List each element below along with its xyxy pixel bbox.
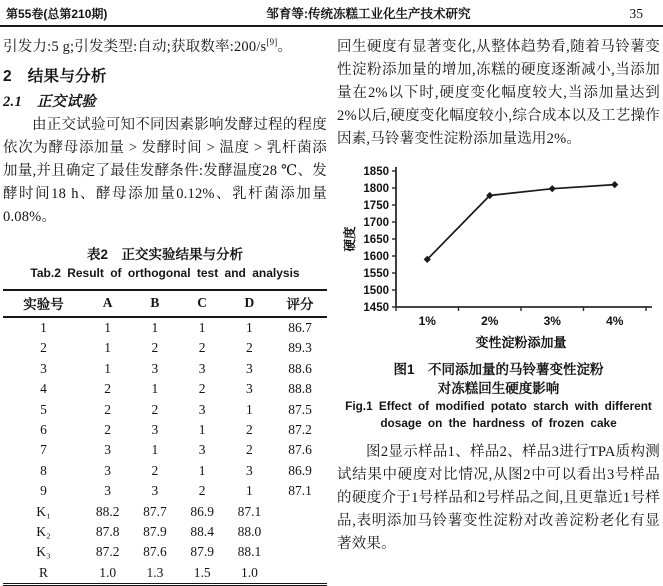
page-number: 35 — [629, 6, 643, 21]
table-cell: 9 — [40, 483, 47, 499]
y-tick-label: 1800 — [362, 183, 389, 195]
table-cell: 2 — [104, 422, 111, 438]
table-cell: 1 — [246, 320, 253, 335]
table-cell: 2 — [246, 340, 253, 356]
reference-superscript: [9] — [266, 37, 278, 48]
intro-tail: 。 — [277, 39, 293, 55]
table-cell: 1.3 — [146, 564, 164, 580]
y-tick-label: 1600 — [362, 251, 389, 263]
table-cell: 7 — [40, 442, 47, 458]
results-table — [3, 289, 327, 586]
table-cell — [273, 563, 327, 585]
results-table-head — [3, 290, 327, 317]
data-point-marker — [548, 185, 555, 192]
column-right — [337, 36, 660, 556]
table-row — [3, 481, 327, 501]
table-row — [3, 440, 327, 460]
table-cell: 2 — [151, 401, 159, 417]
table-cell: 87.5 — [288, 401, 312, 417]
table-cell: 5 — [40, 401, 47, 417]
table-cell: 1 — [198, 422, 206, 438]
table-cell: 3 — [246, 381, 253, 397]
table-cell: 87.9 — [190, 544, 214, 560]
x-tick-label: 4% — [605, 314, 623, 328]
hardness-line-chart — [338, 161, 660, 355]
table-header-row — [3, 290, 327, 317]
y-axis-title: 硬度 — [342, 226, 357, 252]
table-row — [3, 400, 327, 420]
table-cell: 3 — [198, 401, 206, 417]
table-cell: 2 — [198, 381, 206, 397]
table-cell: 2 — [198, 483, 206, 499]
y-tick-label: 1650 — [362, 234, 389, 246]
series-line — [427, 185, 615, 260]
table-cell: 87.6 — [288, 442, 312, 458]
table-cell: 3 — [40, 360, 47, 376]
y-tick-label: 1700 — [362, 217, 389, 229]
table-header-cell: 评分 — [273, 290, 327, 317]
table-cell: K₁ — [36, 503, 51, 519]
table-header-cell: 实验号 — [3, 290, 84, 317]
table-cell: 1 — [246, 483, 253, 499]
y-tick-label: 1500 — [362, 285, 389, 297]
table-cell: K₃ — [36, 544, 51, 560]
table-cell: 1 — [40, 320, 47, 335]
journal-volume-info: 第55卷(总第210期) — [6, 7, 108, 21]
figure-caption-en-line2: dosage on the hardness of frozen cake — [380, 416, 617, 430]
table-cell: 89.3 — [288, 340, 312, 356]
data-point-marker — [611, 181, 618, 188]
x-tick-label: 2% — [480, 314, 498, 328]
table-header-cell: C — [179, 290, 226, 317]
results-table-body — [3, 317, 327, 585]
table-row — [3, 522, 327, 542]
table-cell: 86.7 — [288, 320, 312, 335]
x-tick-label: 3% — [543, 314, 561, 328]
table-cell: 88.2 — [95, 503, 120, 519]
table-cell: 2 — [104, 381, 111, 397]
table-cell: 88.8 — [288, 381, 312, 397]
page-header — [0, 0, 663, 27]
table-row — [3, 542, 327, 562]
table-cell: 2 — [198, 340, 206, 356]
table-cell: 87.8 — [95, 524, 120, 540]
table-cell: 1 — [104, 360, 111, 376]
table-cell — [273, 502, 327, 522]
table-header-cell: B — [131, 290, 178, 317]
table-cell: 3 — [198, 442, 206, 458]
table-cell: 2 — [151, 462, 159, 478]
y-tick-label: 1850 — [362, 166, 389, 178]
figure-caption-zh-line2: 对冻糕回生硬度影响 — [437, 381, 560, 396]
table-cell: 1 — [246, 401, 253, 417]
table-row — [3, 379, 327, 399]
table-cell: 3 — [151, 422, 159, 438]
table-row — [3, 502, 327, 522]
table-cell: 88.1 — [237, 544, 262, 560]
column-left — [3, 36, 327, 586]
hardness-discussion-paragraph: 回生硬度有显著变化,从整体趋势看,随着马铃薯变性淀粉添加量的增加,冻糕的硬度逐渐减小,当添加量在2%以下时,硬度变化幅度较大,当添加量达到2%以后,硬度变化幅度较小,综合成本以及工艺操作因素,马铃薯变性淀粉添加量选用2%。 — [337, 39, 660, 147]
table-cell: R — [38, 564, 48, 580]
table-cell: 2 — [246, 422, 253, 438]
table-cell: 1.5 — [193, 564, 211, 580]
intro-text: 引发力:5 g;引发类型:自动;获取数率:200/s — [3, 39, 267, 55]
running-title: 邹育等:传统冻糕工业化生产技术研究 — [266, 7, 471, 21]
table-caption-en: Tab.2 Result of orthogonal test and analysis — [30, 266, 300, 280]
table-cell: 87.2 — [95, 544, 120, 560]
table-cell: K₂ — [36, 524, 51, 540]
table-cell: 88.6 — [288, 360, 312, 376]
table-cell — [273, 542, 327, 562]
table-cell: 2 — [104, 401, 111, 417]
table-cell: 1 — [198, 462, 206, 478]
table-cell: 1.0 — [99, 564, 117, 580]
table-row — [3, 420, 327, 440]
table-row — [3, 563, 327, 585]
x-axis-title: 变性淀粉添加量 — [474, 335, 567, 350]
table-cell: 1 — [151, 381, 159, 397]
table-cell: 2 — [40, 340, 47, 356]
table-cell: 3 — [151, 360, 159, 376]
figure-caption-zh-line1: 图1 不同添加量的马铃薯变性淀粉 — [393, 362, 604, 377]
intro-line — [3, 36, 327, 58]
table-cell — [273, 522, 327, 542]
table-cell: 87.9 — [143, 524, 167, 540]
table-caption-zh: 表2 正交实验结果与分析 — [86, 247, 243, 262]
table-cell: 3 — [151, 483, 159, 499]
table-cell: 8 — [40, 462, 47, 478]
section-heading: 2 结果与分析 — [3, 68, 107, 85]
table-cell: 3 — [198, 360, 206, 376]
table-cell: 4 — [40, 381, 47, 397]
table-cell: 87.1 — [288, 483, 312, 499]
figure-1 — [337, 161, 660, 432]
table-cell: 88.0 — [237, 524, 262, 540]
table-cell: 3 — [104, 442, 111, 458]
tpa-result-paragraph: 图2显示样品1、样品2、样品3进行TPA质构测试结果中硬度对比情况,从图2中可以看出3号样品的硬度介于1号样品和2号样品之间,且更靠近1号样品,表明添加马铃薯变性淀粉对改善淀粉老化有显著效果。 — [337, 444, 660, 552]
table-row — [3, 338, 327, 358]
table-cell: 1 — [151, 442, 159, 458]
table-cell: 3 — [246, 462, 253, 478]
table-row — [3, 359, 327, 379]
table-cell: 1 — [104, 320, 111, 335]
table-header-cell: D — [226, 290, 273, 317]
table-cell: 1 — [104, 340, 111, 356]
table-cell: 3 — [246, 360, 253, 376]
table-cell: 2 — [246, 442, 253, 458]
table-cell: 6 — [40, 422, 47, 438]
table-cell: 86.9 — [190, 503, 214, 519]
table-cell: 1 — [198, 320, 206, 335]
y-tick-label: 1550 — [362, 268, 389, 280]
table-cell: 3 — [104, 483, 111, 499]
table-header-cell: A — [84, 290, 131, 317]
figure-caption-en-line1: Fig.1 Effect of modified potato starch with different — [345, 399, 652, 413]
table-cell: 87.1 — [237, 503, 262, 519]
table-cell: 87.7 — [143, 503, 167, 519]
table-cell: 3 — [104, 462, 111, 478]
table-cell: 88.4 — [190, 524, 214, 540]
table-row — [3, 317, 327, 338]
subsection-heading: 2.1 正交试验 — [3, 94, 97, 110]
orthogonal-test-paragraph: 由正交试验可知不同因素影响发酵过程的程度依次为酵母添加量 > 发酵时间 > 温度 > 乳杆菌添加量,并且确定了最佳发酵条件:发酵温度28 ℃、发酵时间18 h、酵母添加量0.12%、乳杆菌添加量0.08%。 — [3, 117, 327, 225]
table-cell: 86.9 — [288, 462, 312, 478]
y-tick-label: 1450 — [362, 302, 389, 314]
table-row — [3, 461, 327, 481]
table-cell: 87.6 — [143, 544, 167, 560]
x-tick-label: 1% — [418, 314, 436, 328]
y-tick-label: 1750 — [362, 200, 389, 212]
table-cell: 1.0 — [240, 564, 258, 580]
table-cell: 87.2 — [288, 422, 312, 438]
table-cell: 1 — [151, 320, 159, 335]
table-cell: 2 — [151, 340, 159, 356]
